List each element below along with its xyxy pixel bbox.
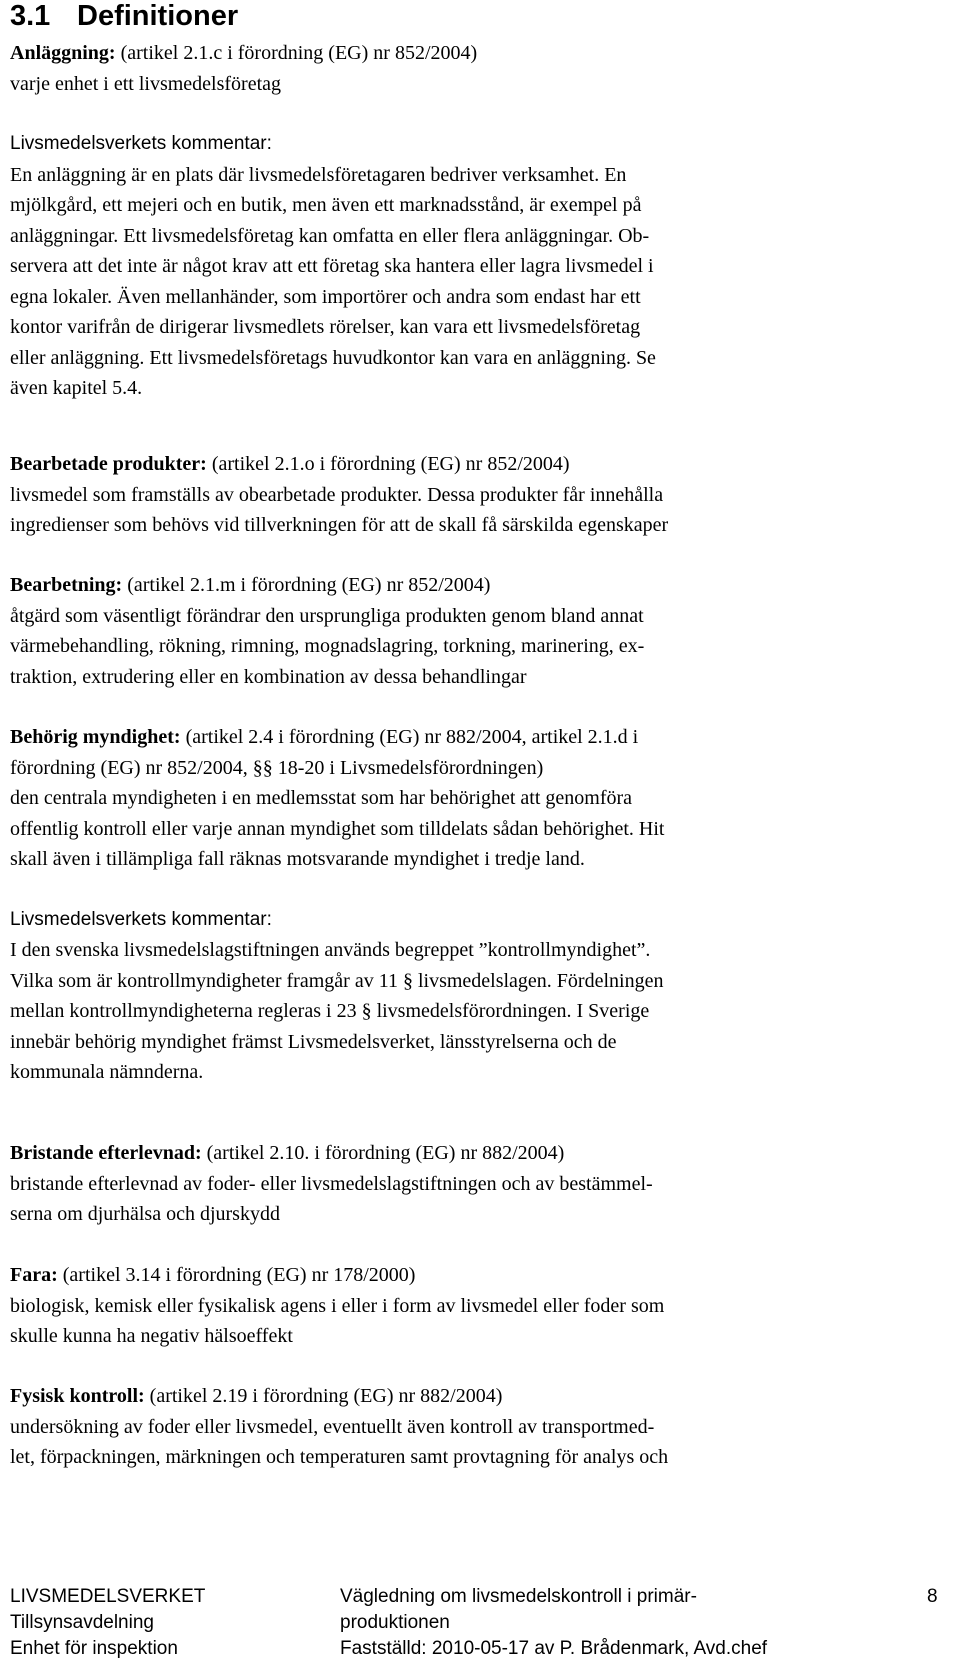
comment-line: egna lokaler. Även mellanhänder, som importörer och andra som endast har ett	[10, 285, 641, 308]
definition-line: den centrala myndigheten i en medlemsstat som har behörighet att genomföra	[10, 787, 633, 809]
definition-bristande-efterlevnad	[10, 1138, 920, 1230]
definition-line: offentlig kontroll eller varje annan myndighet som tilldelats sådan behörighet. Hit	[10, 817, 665, 840]
comment-line: innebär behörig myndighet främst Livsmedelsverket, länsstyrelserna och de	[10, 1030, 617, 1053]
term-reference: (artikel 2.1.o i förordning (EG) nr 852/2004)	[206, 453, 570, 475]
section-heading	[10, 0, 238, 32]
definition-line: åtgärd som väsentligt förändrar den ursprungliga produkten genom bland annat	[10, 604, 644, 627]
term-reference: (artikel 2.4 i förordning (EG) nr 882/2004, artikel 2.1.d i	[180, 726, 639, 748]
term-label: Fara:	[10, 1264, 58, 1286]
section-number: 3.1	[10, 0, 51, 32]
footer-org-line: Tillsynsavdelning	[10, 1612, 154, 1633]
comment-line: kommunala nämnderna.	[10, 1061, 204, 1083]
definition-line: undersökning av foder eller livsmedel, eventuellt även kontroll av transportmed-	[10, 1415, 655, 1438]
footer-org-line: LIVSMEDELSVERKET	[10, 1586, 206, 1607]
comment-line: anläggningar. Ett livsmedelsföretag kan omfatta en eller flera anläggningar. Ob-	[10, 224, 650, 247]
definition-bearbetade-produkter	[10, 449, 920, 541]
term-label: Anläggning:	[10, 42, 116, 64]
comment-line: kontor varifrån de dirigerar livsmedlets rörelser, kan vara ett livsmedelsföretag	[10, 316, 641, 338]
term-label: Bristande efterlevnad:	[10, 1142, 202, 1164]
comment-line: I den svenska livsmedelslagstiftningen används begreppet ”kontrollmyndighet”.	[10, 939, 651, 961]
footer-doc-line: produktionen	[340, 1612, 450, 1633]
comment-line: Vilka som är kontrollmyndigheter framgår av 11 § livsmedelslagen. Fördelningen	[10, 969, 664, 992]
footer-document-info	[340, 1584, 767, 1662]
term-reference: (artikel 2.19 i förordning (EG) nr 882/2004)	[144, 1385, 503, 1407]
term-label: Fysisk kontroll:	[10, 1385, 145, 1407]
definition-line: bristande efterlevnad av foder- eller livsmedelslagstiftningen och av bestämmel-	[10, 1172, 653, 1195]
term-label: Bearbetning:	[10, 574, 123, 596]
term-label: Behörig myndighet:	[10, 726, 181, 748]
footer-org-line: Enhet för inspektion	[10, 1638, 178, 1659]
definition-line: ingredienser som behövs vid tillverkningen för att de skall få särskilda egenskaper	[10, 514, 669, 536]
definition-line: livsmedel som framställs av obearbetade produkter. Dessa produkter får innehålla	[10, 483, 664, 506]
term-reference: (artikel 2.1.c i förordning (EG) nr 852/2004)	[115, 42, 478, 64]
footer-doc-line: Fastställd: 2010-05-17 av P. Brådenmark, Avd.chef	[340, 1638, 768, 1659]
definition-line: skall även i tillämpliga fall räknas motsvarande myndighet i tredje land.	[10, 848, 585, 870]
section-title: Definitioner	[77, 0, 239, 32]
definition-line: traktion, extrudering eller en kombination av dessa behandlingar	[10, 665, 527, 688]
term-label: Bearbetade produkter:	[10, 453, 207, 475]
definition-line: värmebehandling, rökning, rimning, mognadslagring, torkning, marinering, ex-	[10, 635, 645, 657]
definition-line: varje enhet i ett livsmedelsföretag	[10, 72, 282, 95]
page-number: 8	[927, 1586, 938, 1607]
comment-line: mjölkgård, ett mejeri och en butik, men även ett marknadsstånd, är exempel på	[10, 194, 642, 216]
definition-line: skulle kunna ha negativ hälsoeffekt	[10, 1325, 293, 1347]
comment-line: mellan kontrollmyndigheterna regleras i 23 § livsmedelsförordningen. I Sverige	[10, 1000, 650, 1022]
comment-line: eller anläggning. Ett livsmedelsföretags huvudkontor kan vara en anläggning. Se	[10, 346, 656, 369]
comment-label: Livsmedelsverkets kommentar:	[10, 133, 272, 154]
definition-line: biologisk, kemisk eller fysikalisk agens i eller i form av livsmedel eller foder som	[10, 1294, 665, 1317]
definition-behorig-myndighet	[10, 722, 920, 1088]
term-reference: (artikel 3.14 i förordning (EG) nr 178/2000)	[57, 1264, 416, 1286]
footer-organization	[10, 1584, 205, 1662]
comment-line: En anläggning är en plats där livsmedelsföretagaren bedriver verksamhet. En	[10, 163, 627, 186]
comment-line: även kapitel 5.4.	[10, 377, 143, 399]
term-reference: (artikel 2.10. i förordning (EG) nr 882/2004)	[201, 1142, 565, 1164]
term-reference-continued: förordning (EG) nr 852/2004, §§ 18-20 i Livsmedelsförordningen)	[10, 756, 544, 779]
definition-bearbetning	[10, 570, 920, 692]
comment-line: servera att det inte är något krav att ett företag ska hantera eller lagra livsmedel i	[10, 255, 654, 277]
definition-anlaggning	[10, 38, 920, 404]
definition-fysisk-kontroll	[10, 1381, 920, 1473]
comment-label: Livsmedelsverkets kommentar:	[10, 908, 272, 930]
definition-fara	[10, 1260, 920, 1352]
term-reference: (artikel 2.1.m i förordning (EG) nr 852/2004)	[122, 574, 491, 596]
definition-line: serna om djurhälsa och djurskydd	[10, 1203, 280, 1225]
footer-doc-line: Vägledning om livsmedelskontroll i primär-	[340, 1586, 697, 1607]
definition-line: let, förpackningen, märkningen och temperaturen samt provtagning för analys och	[10, 1446, 669, 1468]
